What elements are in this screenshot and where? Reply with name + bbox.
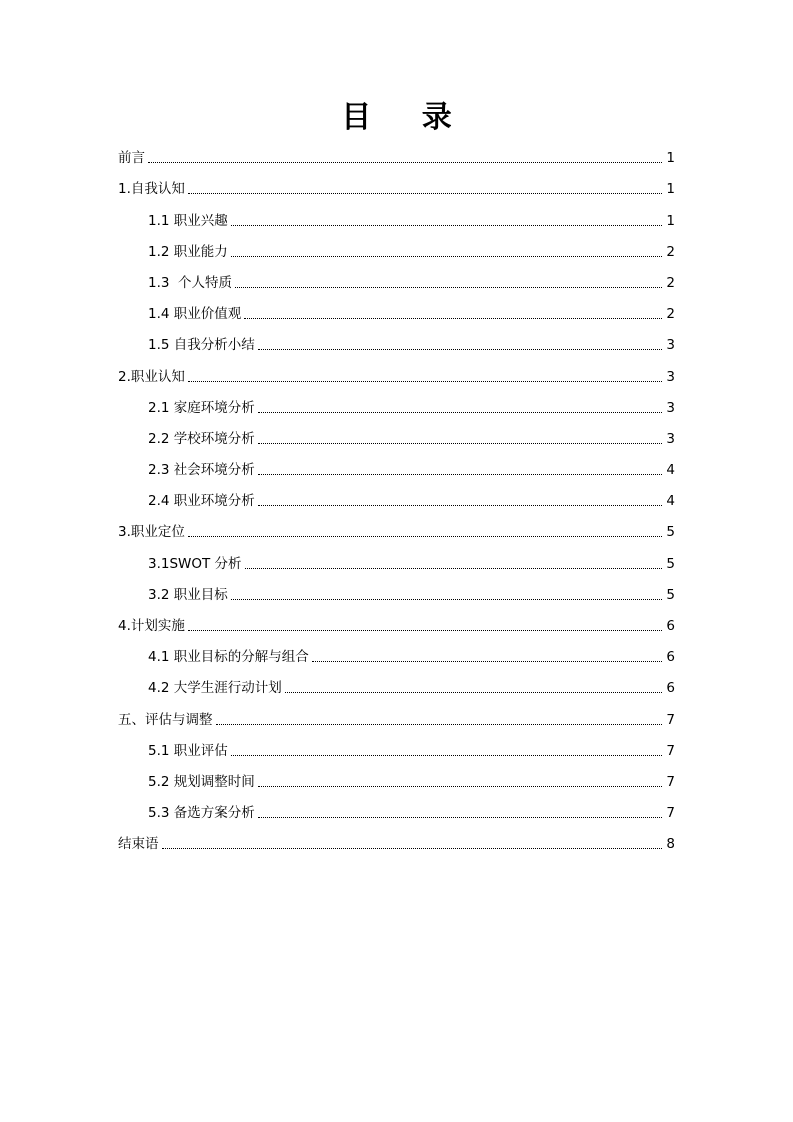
toc-entry-label: 4.计划实施 (118, 618, 185, 634)
toc-page-number: 8 (666, 836, 675, 853)
toc-dot-leader (258, 412, 662, 413)
toc-entry-label: 5.3 备选方案分析 (148, 805, 255, 822)
toc-entry-label: 1.4 职业价值观 (148, 306, 242, 323)
toc-page-number: 3 (666, 368, 675, 385)
toc-page-number: 1 (666, 181, 675, 198)
toc-entry[interactable] (118, 795, 675, 826)
toc-entry[interactable] (118, 296, 675, 327)
toc-entry[interactable] (118, 514, 675, 545)
toc-entry-label: 前言 (118, 150, 145, 167)
toc-entry[interactable] (118, 421, 675, 452)
toc-entry[interactable] (118, 234, 675, 265)
toc-dot-leader (258, 817, 662, 818)
toc-page-number: 6 (666, 649, 675, 666)
toc-dot-leader (285, 692, 662, 693)
toc-entry-label: 3.职业定位 (118, 524, 185, 541)
toc-entry[interactable] (118, 265, 675, 296)
toc-page-number: 5 (666, 524, 675, 541)
toc-entry[interactable] (118, 483, 675, 514)
toc-entry[interactable] (118, 390, 675, 421)
toc-page-number: 7 (666, 773, 675, 790)
toc-entry-label: 5.1 职业评估 (148, 742, 228, 759)
toc-entry-label: 5.2 规划调整时间 (148, 773, 255, 790)
toc-list (118, 140, 675, 857)
toc-entry-label: 1.1 职业兴趣 (148, 212, 228, 229)
toc-entry-label: 五、评估与调整 (118, 711, 213, 728)
toc-page-number: 2 (666, 243, 675, 260)
toc-entry[interactable] (118, 701, 675, 732)
toc-dot-leader (148, 162, 662, 163)
toc-page-number: 1 (666, 212, 675, 229)
toc-dot-leader (258, 349, 662, 350)
toc-entry-label: 1.2 职业能力 (148, 243, 228, 260)
toc-page-number: 4 (666, 462, 675, 479)
toc-entry[interactable] (118, 545, 675, 576)
toc-page-number: 7 (666, 711, 675, 728)
toc-entry-label: 2.职业认知 (118, 368, 185, 385)
toc-entry[interactable] (118, 764, 675, 795)
toc-entry[interactable] (118, 327, 675, 358)
toc-dot-leader (312, 661, 662, 662)
toc-entry[interactable] (118, 452, 675, 483)
toc-entry-label: 1.3 个人特质 (148, 274, 233, 291)
toc-dot-leader (162, 848, 663, 849)
toc-entry-label: 4.2 大学生涯行动计划 (148, 680, 282, 697)
toc-dot-leader (231, 599, 662, 600)
toc-dot-leader (231, 755, 662, 756)
toc-page-number: 4 (666, 493, 675, 510)
toc-page-number: 7 (666, 805, 675, 822)
toc-title: 目 录 (341, 100, 472, 135)
toc-dot-leader (235, 287, 662, 288)
toc-dot-leader (244, 318, 662, 319)
toc-entry[interactable] (118, 171, 675, 202)
toc-page-number: 5 (666, 555, 675, 572)
toc-dot-leader (188, 381, 662, 382)
toc-dot-leader (258, 443, 662, 444)
toc-entry-label: 4.1 职业目标的分解与组合 (148, 649, 309, 666)
toc-dot-leader (231, 256, 662, 257)
toc-page-number: 2 (666, 274, 675, 291)
toc-entry-label: 2.1 家庭环境分析 (148, 399, 255, 416)
toc-dot-leader (245, 568, 662, 569)
toc-dot-leader (188, 536, 662, 537)
toc-entry[interactable] (118, 670, 675, 701)
toc-entry[interactable] (118, 202, 675, 233)
toc-entry[interactable] (118, 733, 675, 764)
toc-page-number: 3 (666, 337, 675, 354)
toc-entry[interactable] (118, 826, 675, 857)
toc-entry-label: 3.1SWOT 分析 (148, 555, 242, 572)
toc-entry-label: 3.2 职业目标 (148, 586, 228, 603)
toc-page-number: 6 (666, 618, 675, 634)
toc-dot-leader (188, 630, 662, 631)
toc-dot-leader (258, 786, 662, 787)
toc-dot-leader (216, 724, 663, 725)
toc-entry-label: 2.2 学校环境分析 (148, 430, 255, 447)
toc-dot-leader (258, 505, 662, 506)
toc-entry-label: 2.3 社会环境分析 (148, 462, 255, 479)
toc-entry[interactable] (118, 639, 675, 670)
toc-entry[interactable] (118, 358, 675, 389)
toc-page-number: 3 (666, 399, 675, 416)
toc-page-number: 3 (666, 430, 675, 447)
toc-entry-label: 1.自我认知 (118, 181, 185, 198)
toc-page-number: 5 (666, 586, 675, 603)
toc-page-number: 6 (666, 680, 675, 697)
toc-page-number: 2 (666, 306, 675, 323)
toc-entry[interactable] (118, 140, 675, 171)
toc-entry-label: 结束语 (118, 836, 159, 853)
toc-page-number: 1 (666, 150, 675, 167)
toc-dot-leader (258, 474, 662, 475)
toc-dot-leader (188, 193, 662, 194)
toc-entry[interactable] (118, 577, 675, 608)
toc-entry-label: 2.4 职业环境分析 (148, 493, 255, 510)
toc-page-number: 7 (666, 742, 675, 759)
toc-dot-leader (231, 225, 662, 226)
toc-entry[interactable] (118, 608, 675, 639)
toc-entry-label: 1.5 自我分析小结 (148, 337, 255, 354)
